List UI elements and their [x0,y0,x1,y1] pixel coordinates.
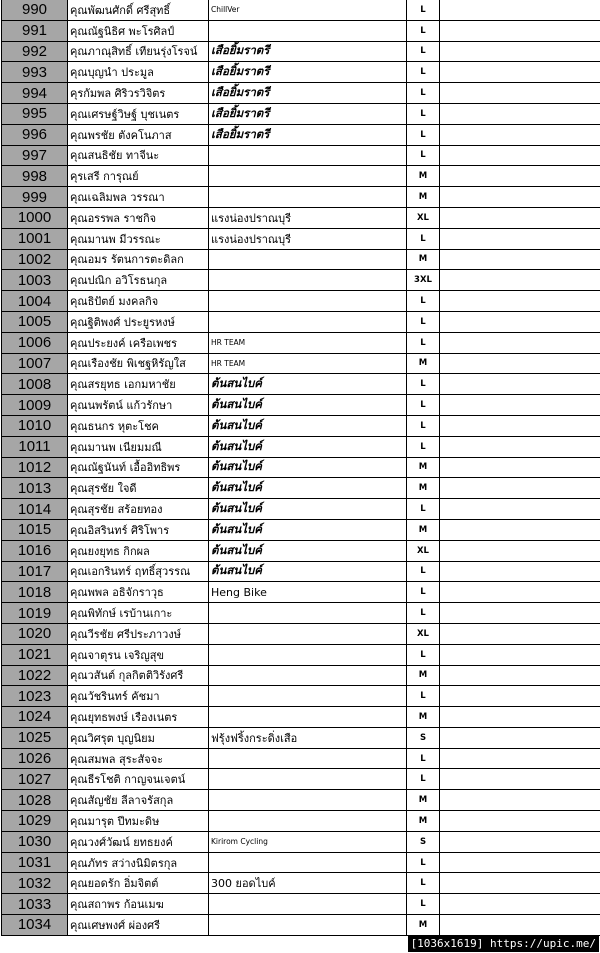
shirt-size: XL [407,541,440,561]
team-name [209,21,407,41]
team-name [209,312,407,332]
empty-cell [440,374,600,394]
row-number: 1016 [2,541,68,561]
participant-name: คุณบุญนำ ประมูล [68,62,209,82]
table-row [2,437,600,458]
empty-cell [440,83,600,103]
empty-cell [440,915,600,935]
team-name [209,166,407,186]
row-number: 990 [2,0,68,20]
empty-cell [440,312,600,332]
table-row [2,229,600,250]
table-row [2,873,600,894]
shirt-size: L [407,582,440,602]
row-number: 1031 [2,853,68,873]
row-number: 998 [2,166,68,186]
row-number: 1005 [2,312,68,332]
empty-cell [440,458,600,478]
row-number: 1029 [2,811,68,831]
team-name: แรงน่องปราณบุรี [209,208,407,228]
table-row [2,541,600,562]
team-name: HR TEAM [209,354,407,374]
participant-name: คุณมารุต ปีทมะดิษ [68,811,209,831]
team-name [209,894,407,914]
row-number: 1030 [2,832,68,852]
participant-name: คุณนพรัตน์ แก้วรักษา [68,395,209,415]
team-name: ต้นสนไบค์ [209,395,407,415]
empty-cell [440,104,600,124]
participant-name: คุณจาตุรน เจริญสุข [68,645,209,665]
team-name [209,686,407,706]
row-number: 1022 [2,666,68,686]
table-row [2,582,600,603]
participant-name: คุรกัมพล ศิริวรวิจิตร [68,83,209,103]
row-number: 1034 [2,915,68,935]
shirt-size: L [407,749,440,769]
shirt-size: S [407,728,440,748]
table-row [2,832,600,853]
shirt-size: M [407,354,440,374]
empty-cell [440,707,600,727]
table-row [2,354,600,375]
empty-cell [440,499,600,519]
empty-cell [440,562,600,582]
shirt-size: M [407,250,440,270]
shirt-size: M [407,707,440,727]
table-row [2,769,600,790]
row-number: 1001 [2,229,68,249]
shirt-size: L [407,395,440,415]
participant-name: คุณวสันต์ กุลกิตติวิรังศรี [68,666,209,686]
participant-name: คุณพัฒนศักดิ์ ศรีสุทธิ์ [68,0,209,20]
shirt-size: L [407,499,440,519]
team-name: เสือยิ้มราตรี [209,42,407,62]
team-name [209,146,407,166]
shirt-size: M [407,666,440,686]
team-name: HR TEAM [209,333,407,353]
empty-cell [440,728,600,748]
row-number: 1023 [2,686,68,706]
shirt-size: L [407,42,440,62]
participant-name: คุณวงศ์วัฒน์ ยทธยงค์ [68,832,209,852]
participant-name: คุรเสรี การุณย์ [68,166,209,186]
empty-cell [440,790,600,810]
team-name [209,915,407,935]
empty-cell [440,769,600,789]
empty-cell [440,666,600,686]
shirt-size: 3XL [407,270,440,290]
team-name: เสือยิ้มราตรี [209,62,407,82]
participant-name: คุณเศรษฐ์วิษฐ์ บุชเนตร [68,104,209,124]
team-name [209,749,407,769]
table-row [2,499,600,520]
table-row [2,915,600,936]
table-row [2,395,600,416]
row-number: 992 [2,42,68,62]
empty-cell [440,187,600,207]
shirt-size: L [407,769,440,789]
shirt-size: L [407,416,440,436]
participant-name: คุณยงยุทธ กิกผล [68,541,209,561]
table-row [2,83,600,104]
shirt-size: L [407,146,440,166]
participant-name: คุณยอดรัก อิ่มจิตต์ [68,873,209,893]
empty-cell [440,333,600,353]
table-row [2,624,600,645]
team-name: Kirirom Cycling [209,832,407,852]
shirt-size: XL [407,624,440,644]
table-row [2,250,600,271]
shirt-size: L [407,0,440,20]
participant-name: คุณวีรชัย ศรีประภาวงษ์ [68,624,209,644]
team-name [209,707,407,727]
shirt-size: L [407,291,440,311]
empty-cell [440,62,600,82]
row-number: 1020 [2,624,68,644]
shirt-size: L [407,437,440,457]
shirt-size: L [407,312,440,332]
table-row [2,562,600,583]
shirt-size: L [407,125,440,145]
empty-cell [440,437,600,457]
empty-cell [440,520,600,540]
row-number: 995 [2,104,68,124]
empty-cell [440,166,600,186]
shirt-size: L [407,21,440,41]
participant-name: คุณอมร รัตนการตะดิลก [68,250,209,270]
row-number: 1006 [2,333,68,353]
team-name: 300 ยอดไบค์ [209,873,407,893]
row-number: 1026 [2,749,68,769]
table-row [2,125,600,146]
participant-name: คุณสุรชัย ใจดี [68,478,209,498]
team-name [209,811,407,831]
empty-cell [440,42,600,62]
table-row [2,645,600,666]
shirt-size: L [407,645,440,665]
participant-name: คุณเศษพงศ์ ผ่องศรี [68,915,209,935]
team-name: เสือยิ้มราตรี [209,104,407,124]
team-name [209,291,407,311]
table-row [2,520,600,541]
participant-name: คุณพิทักษ์ เรบ้านเกาะ [68,603,209,623]
shirt-size: L [407,374,440,394]
empty-cell [440,0,600,20]
row-number: 1010 [2,416,68,436]
shirt-size: M [407,166,440,186]
row-number: 994 [2,83,68,103]
shirt-size: L [407,894,440,914]
empty-cell [440,291,600,311]
shirt-size: L [407,83,440,103]
empty-cell [440,873,600,893]
participant-name: คุณณัฐนันท์ เอื้ออิทธิพร [68,458,209,478]
empty-cell [440,146,600,166]
participant-name: คุณอิสรินทร์ ศิริโพาร [68,520,209,540]
empty-cell [440,624,600,644]
team-name [209,603,407,623]
participant-name: คุณณัฐนิธิศ พะโรศิลป์ [68,21,209,41]
shirt-size: XL [407,208,440,228]
team-name: ต้นสนไบค์ [209,416,407,436]
shirt-size: M [407,478,440,498]
row-number: 1000 [2,208,68,228]
team-name: ต้นสนไบค์ [209,374,407,394]
row-number: 1017 [2,562,68,582]
team-name: ChillVer [209,0,407,20]
table-row [2,104,600,125]
participant-name: คุณสถาพร ก้อนเมฆ [68,894,209,914]
row-number: 1002 [2,250,68,270]
participant-name: คุณธิปัตย์ มงคลกิจ [68,291,209,311]
table-row [2,333,600,354]
team-name [209,666,407,686]
shirt-size: S [407,832,440,852]
shirt-size: M [407,790,440,810]
table-row [2,291,600,312]
row-number: 1018 [2,582,68,602]
participant-name: คุณเรืองชัย พิเชฐหิรัญใส [68,354,209,374]
empty-cell [440,582,600,602]
table-row [2,749,600,770]
table-row [2,146,600,167]
shirt-size: M [407,187,440,207]
participant-name: คุณเอกรินทร์ ฤทธิ์สุวรรณ [68,562,209,582]
image-size-watermark: [1036x1619] https://upic.me/ [408,936,599,952]
participant-name: คุณธีรโชติ กาญจนเจตน์ [68,769,209,789]
empty-cell [440,603,600,623]
team-name: ต้นสนไบค์ [209,437,407,457]
empty-cell [440,354,600,374]
table-row [2,21,600,42]
participant-name: คุณประยงค์ เครือเพชร [68,333,209,353]
participant-name: คุณปณิก อวิโรธนกุล [68,270,209,290]
shirt-size: L [407,229,440,249]
table-row [2,707,600,728]
row-number: 1027 [2,769,68,789]
team-name: ฟรุ้งฟริ้งกระดิ่งเสือ [209,728,407,748]
team-name [209,769,407,789]
empty-cell [440,270,600,290]
table-row [2,0,600,21]
team-name [209,270,407,290]
table-row [2,811,600,832]
row-number: 996 [2,125,68,145]
row-number: 1015 [2,520,68,540]
empty-cell [440,749,600,769]
shirt-size: L [407,873,440,893]
team-name: ต้นสนไบค์ [209,520,407,540]
empty-cell [440,250,600,270]
empty-cell [440,125,600,145]
row-number: 1028 [2,790,68,810]
team-name: แรงน่องปราณบุรี [209,229,407,249]
table-row [2,312,600,333]
shirt-size: M [407,811,440,831]
team-name: ต้นสนไบค์ [209,458,407,478]
participant-name: คุณวิศรุต บุญนิยม [68,728,209,748]
empty-cell [440,811,600,831]
shirt-size: L [407,603,440,623]
empty-cell [440,686,600,706]
participant-name: คุณธนกร หุตะโชค [68,416,209,436]
shirt-size: L [407,853,440,873]
table-row [2,894,600,915]
table-row [2,270,600,291]
empty-cell [440,395,600,415]
participant-name: คุณสุรชัย สร้อยทอง [68,499,209,519]
table-row [2,208,600,229]
participant-name: คุณภัทร สว่างนิมิตรกุล [68,853,209,873]
row-number: 1019 [2,603,68,623]
participant-name: คุณเฉลิมพล วรรณา [68,187,209,207]
table-row [2,728,600,749]
row-number: 993 [2,62,68,82]
team-name [209,624,407,644]
participant-name: คุณพพล อธิจักราวุธ [68,582,209,602]
empty-cell [440,478,600,498]
team-name: ต้นสนไบค์ [209,478,407,498]
shirt-size: L [407,562,440,582]
table-row [2,374,600,395]
row-number: 1011 [2,437,68,457]
shirt-size: L [407,104,440,124]
table-row [2,187,600,208]
participant-name: คุณสนธิชัย ทาจีนะ [68,146,209,166]
empty-cell [440,645,600,665]
row-number: 997 [2,146,68,166]
empty-cell [440,894,600,914]
team-name [209,853,407,873]
row-number: 999 [2,187,68,207]
table-row [2,853,600,874]
participant-name: คุณสรยุทธ เอกมหาชัย [68,374,209,394]
row-number: 1021 [2,645,68,665]
participant-name: คุณมานพ เนียมมณี [68,437,209,457]
row-number: 1033 [2,894,68,914]
team-name [209,250,407,270]
empty-cell [440,21,600,41]
empty-cell [440,853,600,873]
table-row [2,603,600,624]
empty-cell [440,229,600,249]
row-number: 1003 [2,270,68,290]
empty-cell [440,208,600,228]
row-number: 1009 [2,395,68,415]
row-number: 1013 [2,478,68,498]
participant-name: คุณฐิติพงศ์ ประยูรหงษ์ [68,312,209,332]
table-row [2,686,600,707]
shirt-size: M [407,458,440,478]
team-name [209,790,407,810]
shirt-size: L [407,333,440,353]
team-name: ต้นสนไบค์ [209,541,407,561]
table-row [2,62,600,83]
table-row [2,666,600,687]
table-row [2,458,600,479]
row-number: 1025 [2,728,68,748]
row-number: 1007 [2,354,68,374]
registration-table [1,0,600,936]
row-number: 1008 [2,374,68,394]
row-number: 1024 [2,707,68,727]
empty-cell [440,541,600,561]
row-number: 1012 [2,458,68,478]
table-row [2,790,600,811]
participant-name: คุณมานพ มีวรรณะ [68,229,209,249]
team-name [209,187,407,207]
row-number: 1004 [2,291,68,311]
team-name: Heng Bike [209,582,407,602]
participant-name: คุณสัญชัย ลีลาจรัสกุล [68,790,209,810]
shirt-size: L [407,62,440,82]
participant-name: คุณพรชัย ตังคโนภาส [68,125,209,145]
table-row [2,416,600,437]
team-name [209,645,407,665]
empty-cell [440,416,600,436]
shirt-size: L [407,686,440,706]
team-name: เสือยิ้มราตรี [209,83,407,103]
row-number: 1032 [2,873,68,893]
shirt-size: M [407,520,440,540]
participant-name: คุณยุทธพงษ์ เรืองเนตร [68,707,209,727]
empty-cell [440,832,600,852]
participant-name: คุณสมพล สุระสัจจะ [68,749,209,769]
team-name: ต้นสนไบค์ [209,562,407,582]
row-number: 1014 [2,499,68,519]
team-name: เสือยิ้มราตรี [209,125,407,145]
table-row [2,42,600,63]
team-name: ต้นสนไบค์ [209,499,407,519]
table-row [2,478,600,499]
row-number: 991 [2,21,68,41]
shirt-size: M [407,915,440,935]
participant-name: คุณวัชรินทร์ คัชมา [68,686,209,706]
participant-name: คุณภาณุสิทธิ์ เทียนรุ่งโรจน์ [68,42,209,62]
participant-name: คุณอรรพล ราชกิจ [68,208,209,228]
table-row [2,166,600,187]
